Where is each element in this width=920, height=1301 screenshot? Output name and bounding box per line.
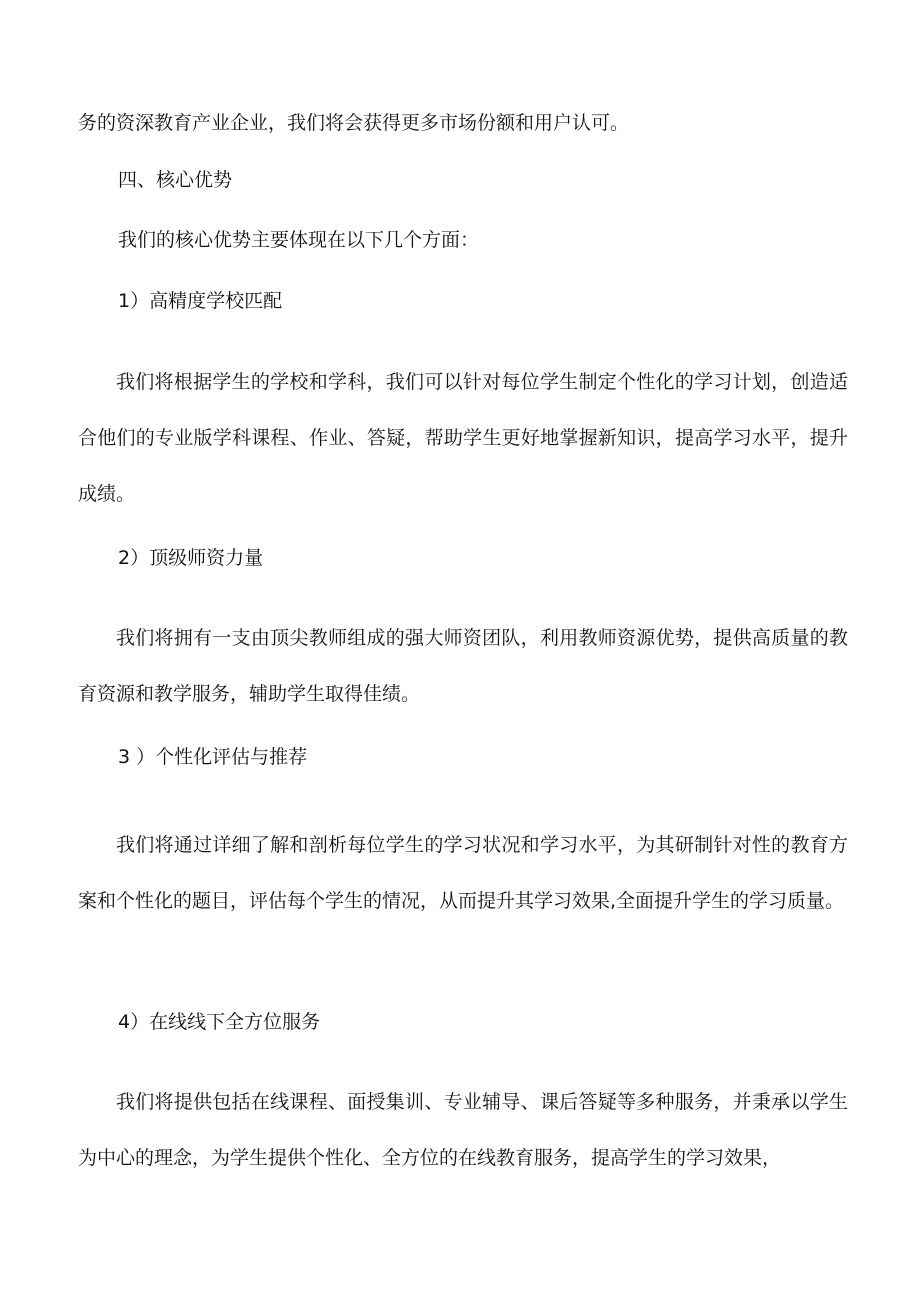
item-3-body: 我们将通过详细了解和剖析每位学生的学习状况和学习水平，为其研制针对性的教育方案和个性化的题目，评估每个学生的情况，从而提升其学习效果,全面提升学生的学习质量。: [78, 834, 848, 912]
item-2-body: 我们将拥有一支由顶尖教师组成的强大师资团队，利用教师资源优势，提供高质量的教育资源和教学服务，辅助学生取得佳绩。: [78, 627, 848, 705]
section-heading: 四、核心优势: [118, 169, 233, 191]
item-4-body: 我们将提供包括在线课程、面授集训、专业辅导、课后答疑等多种服务，并秉承以学生为中心的理念，为学生提供个性化、全方位的在线教育服务，提高学生的学习效果，: [78, 1091, 848, 1169]
intro-paragraph: 我们的核心优势主要体现在以下几个方面：: [118, 229, 480, 251]
continuation-paragraph: 务的资深教育产业企业，我们将会获得更多市场份额和用户认可。: [78, 112, 630, 134]
item-1-title: 1）高精度学校匹配: [118, 290, 283, 312]
item-2-title: 2）顶级师资力量: [118, 547, 264, 569]
item-4-title: 4）在线线下全方位服务: [118, 1011, 321, 1033]
item-3-title: 3 ）个性化评估与推荐: [118, 746, 308, 768]
item-1-body: 我们将根据学生的学校和学科，我们可以针对每位学生制定个性化的学习计划，创造适合他们的专业版学科课程、作业、答疑，帮助学生更好地掌握新知识，提高学习水平，提升成绩。: [78, 371, 848, 505]
